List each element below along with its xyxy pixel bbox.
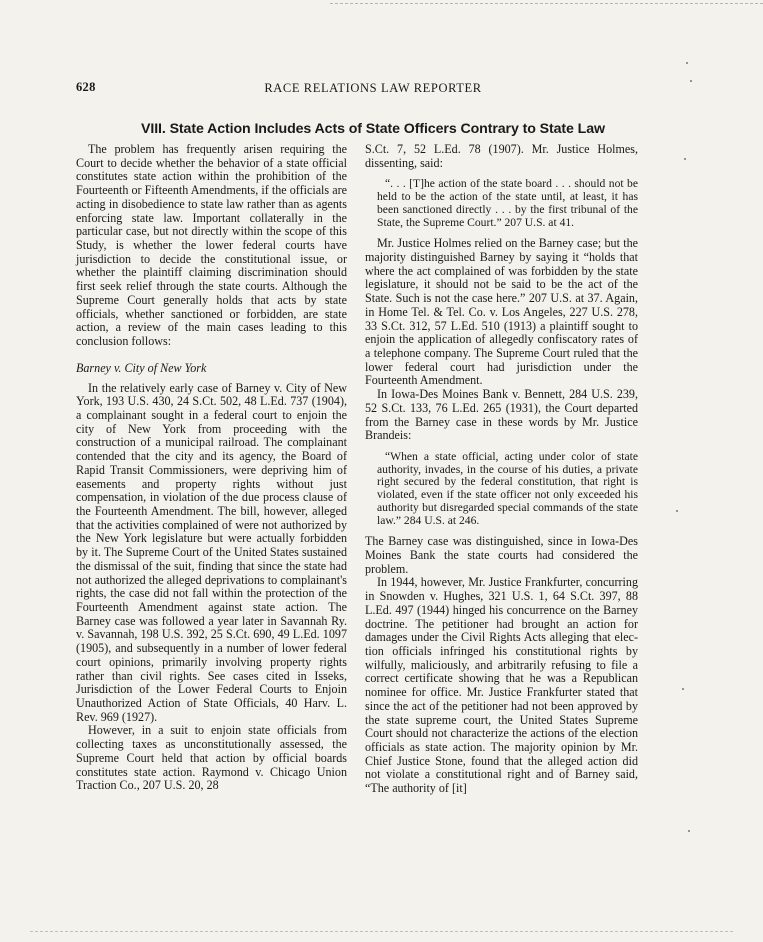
scan-speck <box>686 62 688 64</box>
right-column <box>365 143 638 796</box>
paragraph: In 1944, however, Mr. Justice Frankfurter, concurring in Snowden v. Hughes, 321 U.S. 1, 64 S.Ct. 397, 88 L.Ed. 497 (1944) hinged his concurrence on the Barney doctrine. The petitioner had brought an action for damages under the Civil Rights Acts alleging that election officials infringed his constitutional rights by wilfully, maliciously, and arbitrarily refusing to file a correct certificate showing that he was a Republican nominee for office. Mr. Justice Frankfurter stated that since the act of the petitioner had not been approved by the state supreme court, the United States Supreme Court should not characterize the actions of the election officials as state action. The majority opinion by Mr. Chief Justice Stone, found that the alleged action did not violate a constitutional right and of Barney said, “The authority of [it] <box>365 575 638 796</box>
left-column <box>76 143 347 793</box>
scan-speck <box>690 80 692 82</box>
page-edge-top <box>330 3 763 4</box>
block-quote: “. . . [T]he action of the state board . . . should not be held to be the action of the state until, at least, it has been sanctioned directly . . . by the first tribunal of the State, the Supreme Court.” 207 U.S. at 41. <box>377 177 638 229</box>
paragraph: The Barney case was distinguished, since in Iowa-Des Moines Bank the state courts had considered the problem. <box>365 534 638 576</box>
paragraph: In Iowa-Des Moines Bank v. Bennett, 284 U.S. 239, 52 S.Ct. 133, 76 L.Ed. 265 (1931), the Court departed from the Barney case in these words by Mr. Justice Brandeis: <box>365 387 638 443</box>
block-quote: “When a state official, acting under color of state authority, invades, in the course of his duties, a private right secured by the federal constitution, that right is violated, even if the state officer not only exceeded his authority but disregarded special commands of the state law.” 284 U.S. at 246. <box>377 450 638 527</box>
case-subheading: Barney v. City of New York <box>76 360 207 375</box>
paragraph: In the relatively early case of Barney v. City of New York, 193 U.S. 430, 24 S.Ct. 502, 48 L.Ed. 737 (1904), a complainant sought in a federal court to enjoin the city of New York from proceeding with the construction of a municipal railroad. The complainant contended that the city and its agency, the Board of Rapid Transit Commissioners, were depriving him of easements and property rights without just compensation, in violation of the due process clause of the Fourteenth Amendment. The bill, however, alleged that the activities complained of were not authorized by the New York legislature but were actually forbidden by it. The Supreme Court of the United States sustained the dismissal of the suit, finding that since the state had not authorized the alleged deprivations to complainant's rights, the case did not fall within the protection of the Fourteenth Amendment against state action. The Barney case was followed a year later in Savannah Ry. v. Savannah, 198 U.S. 392, 25 S.Ct. 690, 49 L.Ed. 1097 (1905), and subsequently in a number of lower federal court opinions, primarily involving property rights rather than civil rights. See cases cited in Isseks, Jurisdiction of the Lower Federal Courts to Enjoin Unauthorized Action of State Officials, 40 Harv. L. Rev. 969 (1927). <box>76 380 347 724</box>
section-heading: VIII. State Action Includes Acts of State Officers Contrary to State Law <box>141 121 605 137</box>
page-edge-bottom <box>30 931 733 932</box>
scan-speck <box>684 158 686 160</box>
journal-title: RACE RELATIONS LAW REPORTER <box>264 81 482 95</box>
scan-speck <box>688 830 690 832</box>
scan-speck <box>682 688 684 690</box>
paragraph: However, in a suit to enjoin state officials from collecting taxes as unconstitutionally assessed, the Supreme Court held that action by official boards constitutes state action. Raymond v. Chicago Union Traction Co., 207 U.S. 20, 28 <box>76 723 347 793</box>
paragraph: The problem has frequently arisen requiring the Court to decide whether the behavior of a state official constitutes state action within the prohibition of the Fourteenth or Fifteenth Amendments, if the officials are acting in disobedience to state law rather than as agents enforcing state law. Important collaterally in the particular case, but not directly within the scope of this Study, is whether the lower federal courts have jurisdiction to decide the constitutional issue, or whether the plaintiff claiming discrimination should first seek relief through the state courts. Although the Supreme Court generally holds that acts by state officials, whether sanctioned or forbidden, are state action, a review of the main cases leading to this conclusion follows: <box>76 142 347 349</box>
scan-speck <box>676 510 678 512</box>
paragraph: Mr. Justice Holmes relied on the Barney case; but the majority distinguished Barney by saying it “holds that where the act complained of was forbidden by the state legislature, it should not be said to be the act of the State. Such is not the case here.” 207 U.S. at 37. Again, in Home Tel. & Tel. Co. v. Los Angeles, 227 U.S. 278, 33 S.Ct. 312, 57 L.Ed. 510 (1913) a plaintiff sought to enjoin the application of allegedly confiscatory rates of a telephone company. The Supreme Court ruled that the lower federal court had jurisdiction under the Fourteenth Amendment. <box>365 236 638 388</box>
paragraph-continued: S.Ct. 7, 52 L.Ed. 78 (1907). Mr. Justice Holmes, dissenting, said: <box>365 142 638 170</box>
running-header <box>76 80 670 98</box>
page-number: 628 <box>76 80 96 94</box>
